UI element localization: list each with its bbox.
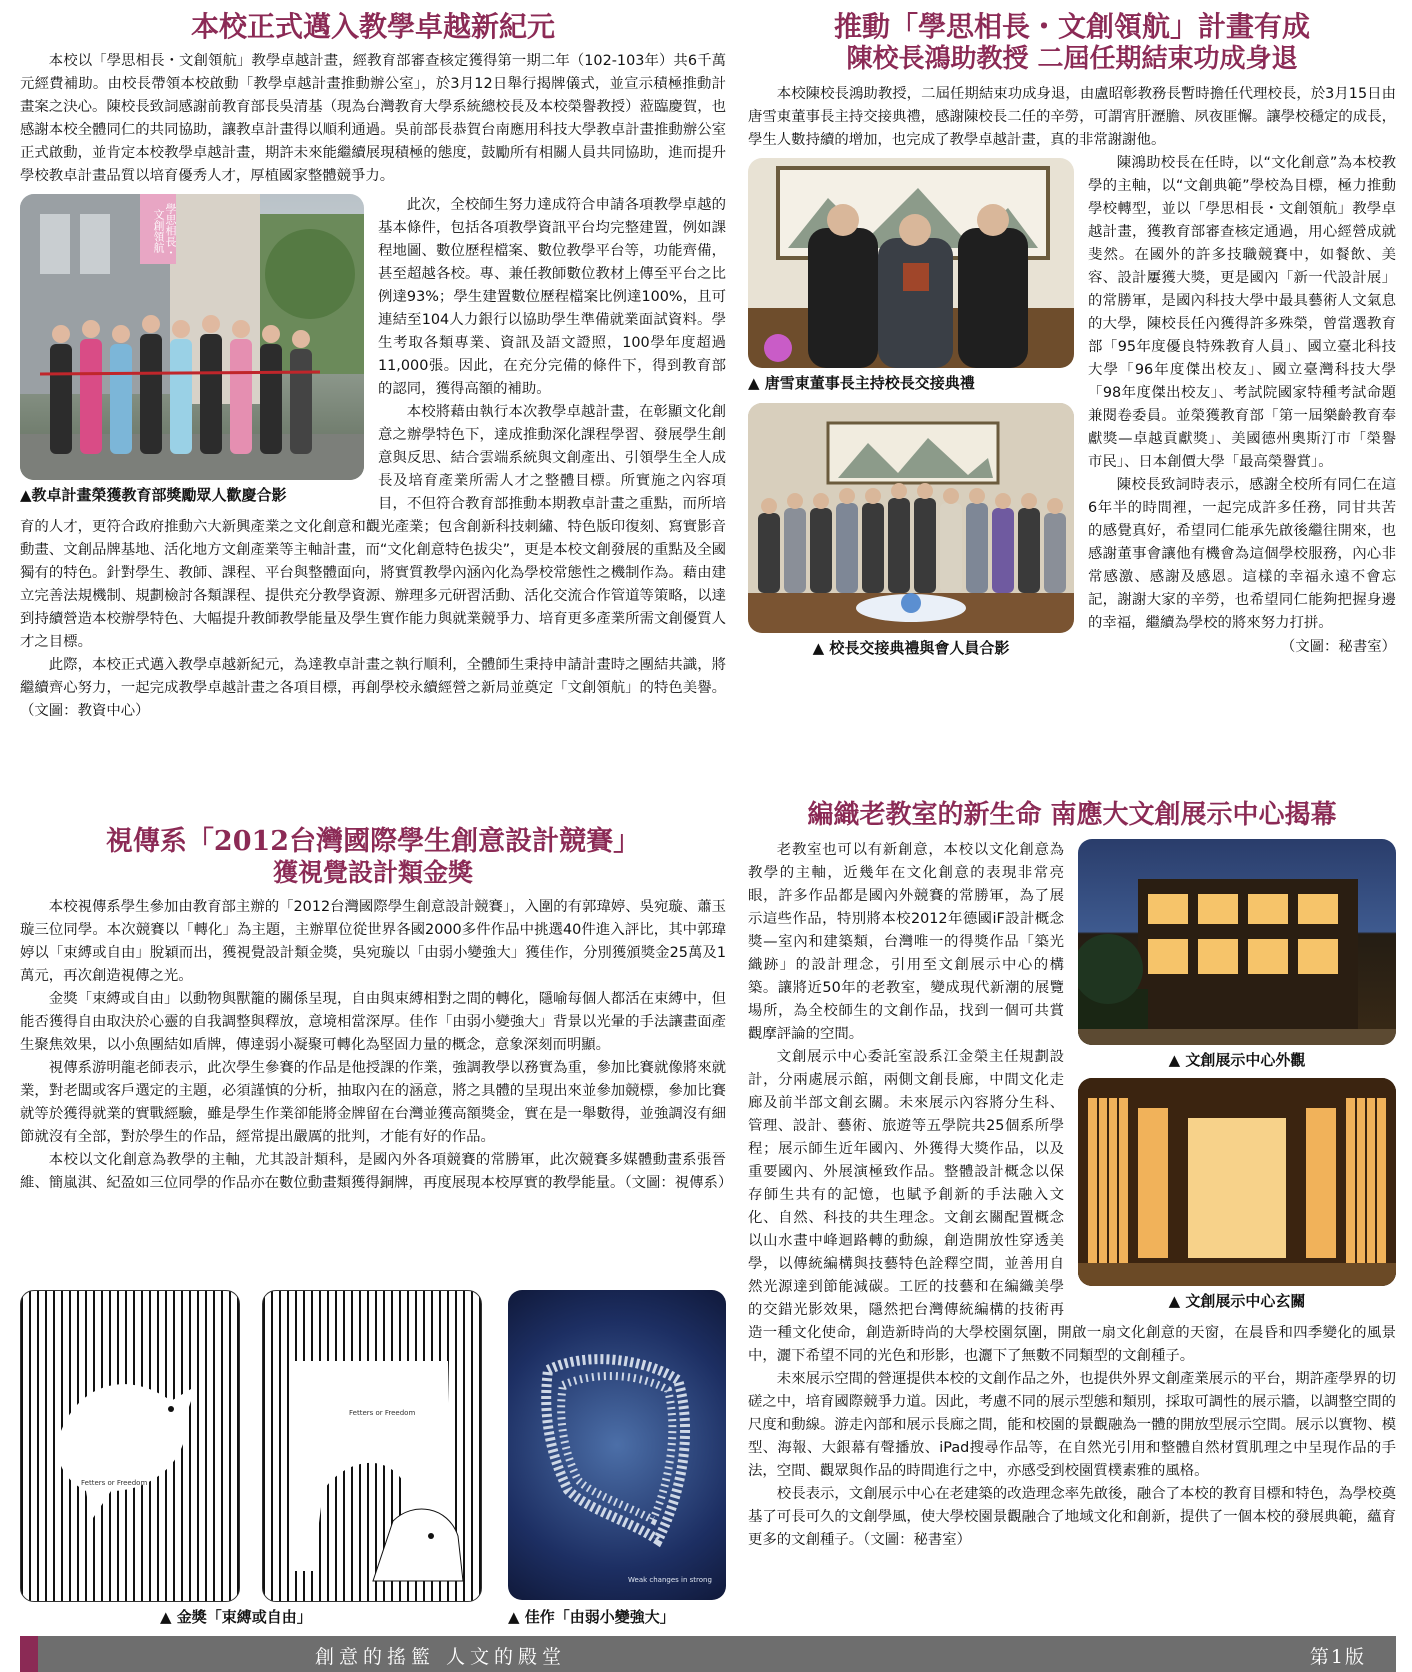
gold-award-caption: ▲ 金獎「束縛或自由」 [160, 1608, 312, 1626]
exhibition-entrance-photo [1078, 1078, 1396, 1286]
article2-title-line1: 推動「學思相長・文創領航」計畫有成 [833, 10, 1310, 43]
article2-caption-2: ▲ 校長交接典禮與會人員合影 [812, 638, 1010, 657]
exhibition-exterior-photo [1078, 839, 1396, 1045]
article1-paragraph-4: 此際，本校正式邁入教學卓越新紀元，為達教卓計畫之執行順利，全體師生秉持申請計畫時之團結共識，將繼續齊心努力，一起完成教學卓越計畫之各項目標，再創學校永續經營之新局並奠定「文創領航」的特色美譽。（文圖：教資中心） [20, 656, 726, 719]
article1-paragraph-1: 本校以「學思相長・文創領航」教學卓越計畫，經教育部審查核定獲得第一期二年（102-103年）共6千萬元經費補助。由校長帶領本校啟動「教學卓越計畫推動辦公室」，於3月12日舉行揭牌儀式，並宣示積極推動計畫案之決心。陳校長致詞感謝前教育部長吳清基（現為台灣教育大學系統總校長及本校榮譽教授）蒞臨慶賀，也感謝本校全體同仁的共同協助，讓教卓計畫得以順利通過。吳前部長恭賀台南應用科技大學教卓計畫推動辦公室正式啟動，並肯定本校教學卓越計畫，期許未來能繼續展現積極的態度，鼓勵所有相關人員共同協助，進而提升學校教卓計畫品質以培育優秀人才，厚植國家整體競爭力。 [20, 52, 726, 184]
page-footer [20, 1636, 1396, 1672]
article3-paragraph-2: 金獎「束縛或自由」以動物與獸籠的關係呈現，自由與束縛相對之間的轉化，隱喻每個人都活在束縛中，但能否獲得自由取決於心靈的自我調整與釋放，意境相當深厚。佳作「由弱小變強大」背景以光暈的手法讓畫面產生聚焦效果，以小魚團結如盾牌，傳達弱小凝聚可轉化為堅固力量的概念，意象深刻而明顯。 [20, 991, 726, 1054]
article2-paragraph-2: 陳鴻助校長在任時，以“文化創意”為本校教學的主軸，以“文創典範”學校為目標，極力推動學校轉型，並以「學思相長・文創領航」教學卓越計畫，獲教育部審查核定通過，用心經營成就斐然。在國外的許多技職競賽中，如餐飲、美容、設計屢獲大獎，更是國內「新一代設計展」的常勝軍，是國內科技大學中最具藝術人文氣息的大學，陳校長任內獲得許多殊榮，曾當選教育部「95年度優良特殊教育人員」、國立臺北科技大學「96年度傑出校友」、國立臺灣科技大學「98年度傑出校友」、考試院國家特種考試命題兼閱卷委員。並榮獲教育部「第一屆樂齡教育奉獻獎—卓越貢獻獎」、美國德州奧斯汀市「榮譽市民」、日本創價大學「最高榮譽賞」。 [1088, 154, 1396, 470]
merit-award-caption: ▲ 佳作「由弱小變強大」 [508, 1608, 675, 1626]
footer-motto: 創意的搖籃 人文的殿堂 [315, 1646, 567, 1668]
footer-accent-bar [20, 1636, 38, 1672]
article4-paragraph-4: 校長表示，文創展示中心在老建築的改造理念率先啟後，融合了本校的教育目標和特色，為學校奠基了可長可久的文創學風，使大學校園景觀融合了地域文化和創新，提供了一個本校的發展典範，蘊育更多的文創種子。（文圖：秘書室） [748, 1486, 1396, 1549]
article4-paragraph-1: 老教室也可以有新創意，本校以文化創意為教學的主軸，近幾年在文化創意的表現非常亮眼，許多作品都是國內外競賽的常勝軍，為了展示這些作品，特別將本校2012年德國iF設計概念獎—室內和建築類，台灣唯一的得獎作品「築光織跡」的設計理念，引用至文創展示中心的構築。讓將近50年的老教室，變成現代新潮的展覽場所，為全校師生的文創作品，找到一個可共賞觀摩評論的空間。 [748, 842, 1064, 1043]
gold-poster-text-2: Fetters or Freedom [349, 1409, 416, 1417]
celebration-photo [20, 194, 364, 480]
page-number: 第1版 [1309, 1646, 1366, 1668]
article3-title-line1: 視傳系「2012台灣國際學生創意設計競賽」 [105, 826, 641, 857]
article4-caption-2: ▲ 文創展示中心玄關 [1168, 1292, 1306, 1311]
article-teaching-excellence [20, 10, 726, 723]
article-design-competition [20, 826, 733, 1195]
article1-paragraph-3: 本校將藉由執行本次教學卓越計畫，在彰顯文化創意之辦學特色下，達成推動深化課程學習、發展學生創意與反思、結合雲端系統與文創產出、引領學生全人成長及培育產業所需人才之整體目標。所實施之內容項目，不但符合教育部推動本期教卓計畫之重點，而所培育的人才，更符合政府推動六大新興產業之文化創意和觀光產業；包含創新科技刺繡、特色版印復刻、寫實影音動畫、文創品牌基地、活化地方文創產業等主軸計畫，而“文化創意特色拔尖”，更是本校文創發展的重點及全國獨有的特色。針對學生、教師、課程、平台與整體面向，將實質教學內涵內化為學校常態性之機制作為。藉由建立完善法規機制、規劃檢討各類課程、提供充分教學資源、辦理多元研習活動、活化交流合作管道等策略，以達到持續營造本校辦學特色、大幅提升教師教學能量及學生實作能力與就業競爭力、培育更多產業所需文創優質人才之目標。 [20, 403, 726, 650]
merit-poster-text: Weak changes in strong [628, 1576, 712, 1584]
article3-paragraph-3: 視傳系游明龍老師表示，此次學生參賽的作品是他授課的作業，強調教學以務實為重，參加比賽就像將來就業，對老闆或客戶選定的主題，必須謹慎的分析，抽取內在的涵意，將之具體的呈現出來並參加競標，參加比賽就等於獲得就業的實戰經驗，雖是學生作業卻能將金牌留在台灣並獲高額獎金，實在是一舉數得，並強調沒有細節就沒有全部，對於學生的作品，經常提出嚴厲的批判，才能有好的作品。 [20, 1060, 726, 1146]
article2-credit: （文圖：秘書室） [1280, 638, 1396, 655]
article3-paragraph-1: 本校視傳系學生參加由教育部主辦的「2012台灣國際學生創意設計競賽」，入圍的有郭瑋婷、吳宛璇、蕭玉璇三位同學。本次競賽以「轉化」為主題，主辦單位從世界各國2000多件作品中挑選40件進入評比，其中郭瑋婷以「束縛或自由」脫穎而出，獲視覺設計類金獎，吳宛璇以「由弱小變強大」獲佳作，分別獲頒獎金25萬及1萬元，再次創造視傳之光。 [20, 899, 726, 985]
handover-ceremony-photo [748, 158, 1074, 368]
article-exhibition-center [748, 800, 1396, 1552]
campaign-banner: 學思相長・文創領航 [152, 203, 177, 259]
article4-photo-block [1078, 839, 1396, 1311]
article1-photo-caption: ▲教卓計畫榮獲教育部獎勵眾人歡慶合影 [20, 485, 287, 504]
article-president-handover [748, 10, 1396, 662]
article2-paragraph-1: 本校陳校長鴻助教授，二屆任期結束功成身退，由盧昭彰教務長暫時擔任代理校長，於3月15日由唐雪東董事長主持交接典禮，感謝陳校長二任的辛勞，可謂宵肝瀝膽、夙夜匪懈。讓學校穩定的成長，學生人數持續的增加，也完成了教學卓越計畫，真的非常謝謝他。 [748, 85, 1396, 148]
article4-caption-1: ▲ 文創展示中心外觀 [1168, 1051, 1306, 1070]
article4-paragraph-3: 未來展示空間的營運提供本校的文創作品之外，也提供外界文創產業展示的平台，期許產學界的切磋之中，培育國際競爭力道。因此，考慮不同的展示型態和類別，採取可調性的展示牆，以調整空間的尺度和動線。游走內部和展示長廊之間，能和校園的景觀融為一體的開放型展示空間。展示以實物、模型、海報、大銀幕有聲播放、iPad搜尋作品等，在自然光引用和整體自然材質肌理之中呈現作品的手法，空間、觀眾與作品的時間進行之中，亦感受到校園質樸素雅的風格。 [748, 1371, 1396, 1480]
article3-title-line2: 獲視覺設計類金獎 [272, 858, 473, 888]
article4-title: 編織老教室的新生命 南應大文創展示中心揭幕 [807, 800, 1337, 830]
article2-caption-1: ▲ 唐雪東董事長主持校長交接典禮 [748, 373, 975, 392]
gold-poster-bird [20, 1290, 240, 1602]
article2-paragraph-3: 陳校長致詞時表示，感謝全校所有同仁在這6年半的時間裡，一起完成許多任務，同甘共苦的感覺真好，希望同仁能承先啟後繼往開來，也感謝董事會讓他有機會為這個學校服務，內心非常感激、感謝及感恩。這樣的幸福永遠不會忘記，謝謝大家的辛勞，也希望同仁能夠把握身邊的幸福，繼續為學校的將來努力打拼。 [1088, 476, 1396, 631]
merit-poster-fish [508, 1290, 726, 1600]
gold-poster-cat [262, 1290, 482, 1602]
article1-photo-block [20, 194, 364, 505]
article1-title: 本校正式邁入教學卓越新紀元 [190, 10, 555, 43]
article2-title-line2: 陳校長鴻助教授 二屆任期結束功成身退 [846, 43, 1298, 74]
article2-photo-block [748, 158, 1074, 658]
competition-posters [20, 1290, 726, 1630]
article3-paragraph-4: 本校以文化創意為教學的主軸，尤其設計類科，是國內外各項競賽的常勝軍，此次競賽多媒體動畫系張晉維、簡嵐淇、紀盈如三位同學的作品亦在數位動畫類獲得銅牌，再度展現本校厚實的教學能量。（文圖：視傳系） [20, 1152, 733, 1192]
article1-paragraph-2: 此次，全校師生努力達成符合申請各項教學卓越的基本條件，包括各項教學資訊平台均完整建置，例如課程地圖、數位歷程檔案、數位教學平台等，功能齊備，甚至超越各校。專、兼任教師數位教材上傳至平台之比例達93%；學生建置數位歷程檔案比例達100%，且可連結至104人力銀行以協助學生準備就業面試資料。學生考取各類專業、資訊及語文證照，100學年度超過11,000張。因此，在充分完備的條件下，得到教育部的認同，獲得高額的補助。 [378, 196, 726, 397]
gold-poster-text: Fetters or Freedom [81, 1479, 148, 1487]
article4-paragraph-2: 文創展示中心委託室設系江金榮主任規劃設計，分兩處展示館，兩側文創長廊，中間文化走廊及前半部文創玄關。未來展示內容將分生科、管理、設計、藝術、旅遊等五學院共25個系所學程；展示師生近年國內、外獲得大獎作品，以及重要國內、外展演極致作品。整體設計概念以保存師生共有的記憶，也賦予創新的手法融入文化、自然、科技的共生理念。文創玄關配置概念以山水畫中峰迴路轉的動線，創造開放性穿透美學，以傳統編構與技藝特色詮釋空間，並善用自然光源達到節能減碳。工匠的技藝和在編織美學的交錯光影效果，隱然把台灣傳統編構的技術再造一種文化使命，創造新時尚的大學校園氛圍，開啟一扇文化創意的天窗，在晨昏和四季變化的風景中，灑下希望不同的光色和形影，也灑下了無數不同類型的文創種子。 [748, 1049, 1396, 1365]
group-photo [748, 403, 1074, 633]
